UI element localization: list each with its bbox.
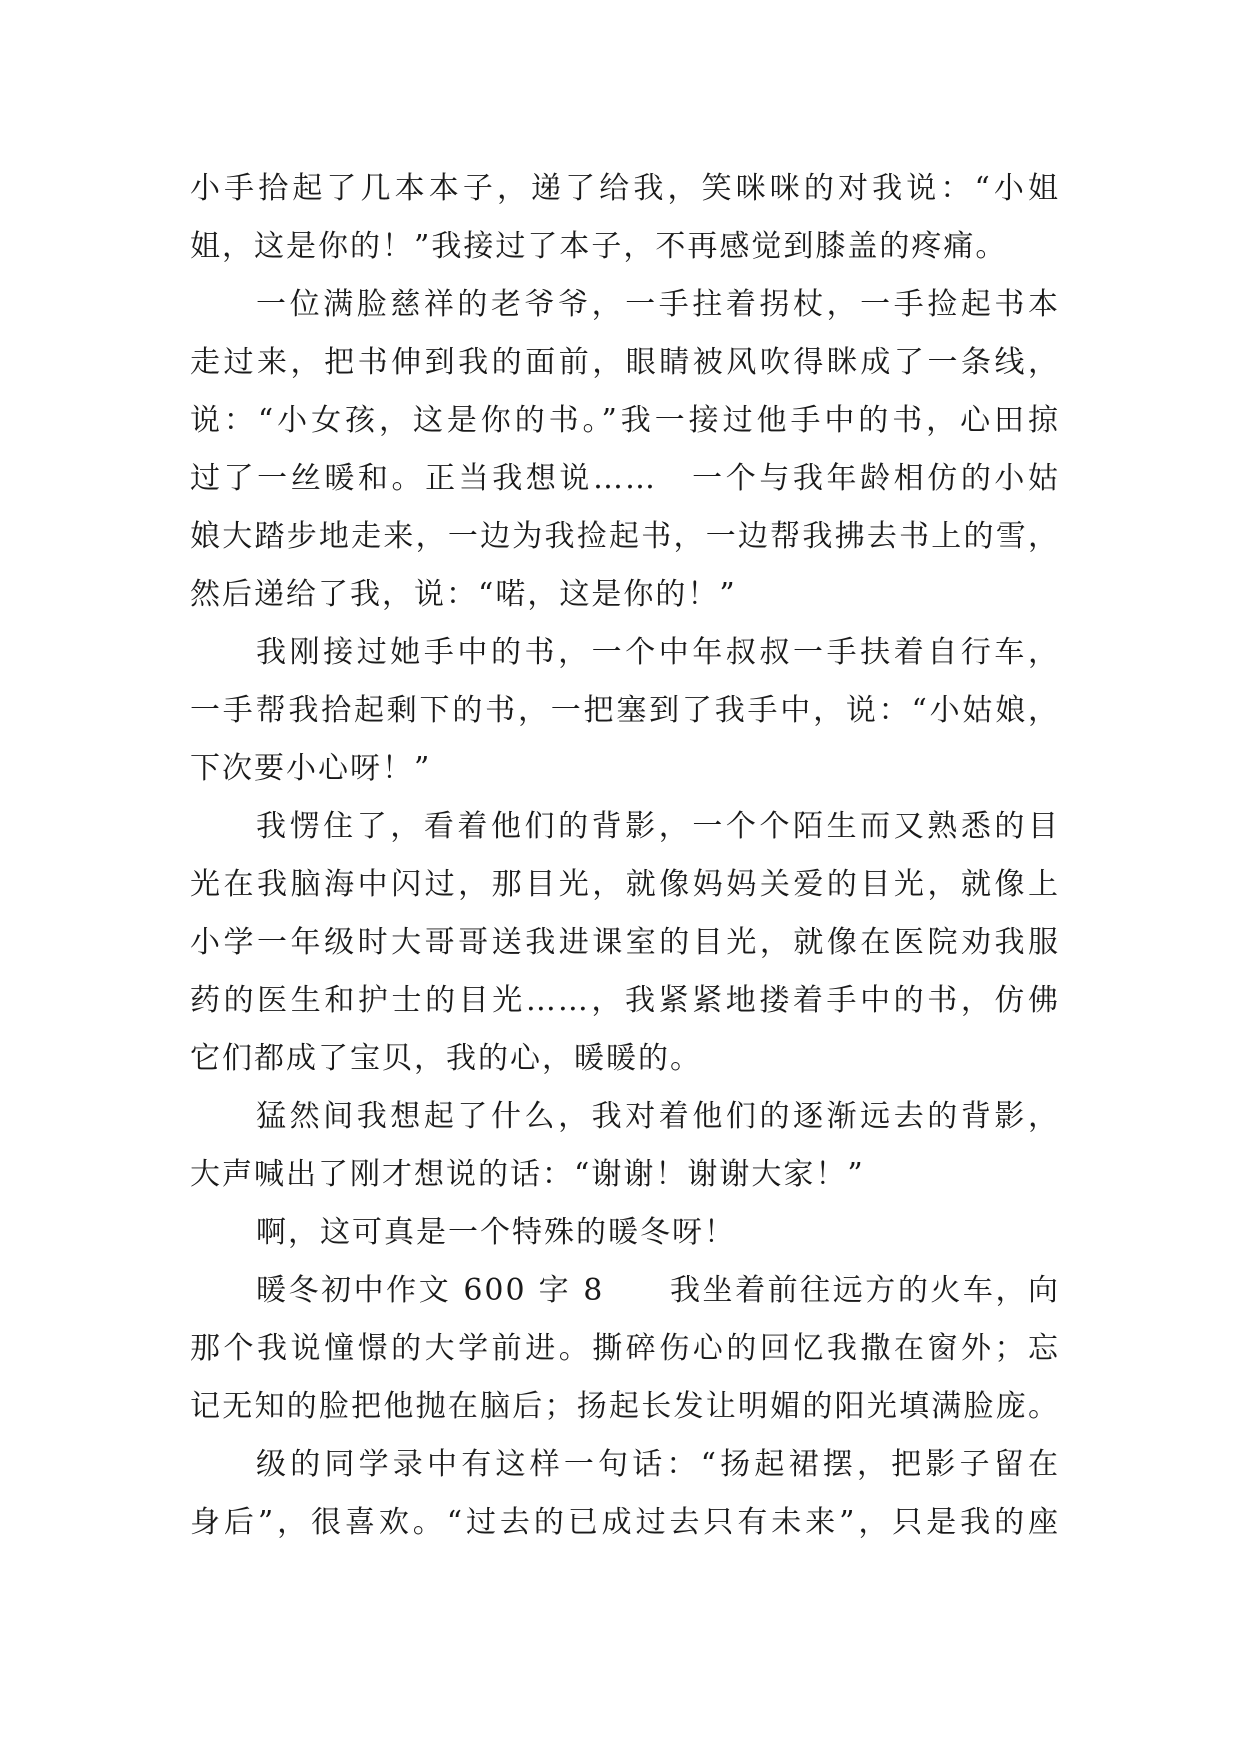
text-line: 下次要小心呀！” xyxy=(190,751,432,786)
text-line: 大声喊出了刚才想说的话：“谢谢！谢谢大家！” xyxy=(190,1157,865,1192)
text-line: 猛然间我想起了什么，我对着他们的逐渐远去的背影， xyxy=(256,1099,1060,1134)
text-line: 走过来，把书伸到我的面前，眼睛被风吹得眯成了一条线， xyxy=(190,345,1060,380)
text-line: 光在我脑海中闪过，那目光，就像妈妈关爱的目光，就像上 xyxy=(190,867,1060,902)
text-line: 一手帮我拾起剩下的书，一把塞到了我手中，说：“小姑娘， xyxy=(190,693,1060,728)
text-line: 那个我说憧憬的大学前进。撕碎伤心的回忆我撒在窗外；忘 xyxy=(190,1331,1060,1366)
text-line: 娘大踏步地走来，一边为我捡起书，一边帮我拂去书上的雪， xyxy=(190,519,1060,554)
text-line: 它们都成了宝贝，我的心，暖暖的。 xyxy=(190,1041,702,1076)
text-line: 姐，这是你的！”我接过了本子，不再感觉到膝盖的疼痛。 xyxy=(190,229,1008,264)
text-line: 说：“小女孩，这是你的书。”我一接过他手中的书，心田掠 xyxy=(190,403,1060,438)
text-line: 级的同学录中有这样一句话：“扬起裙摆，把影子留在 xyxy=(256,1447,1060,1482)
text-line: 小手拾起了几本本子，递了给我，笑咪咪的对我说：“小姐 xyxy=(190,171,1060,206)
text-line: 一位满脸慈祥的老爷爷，一手拄着拐杖，一手捡起书本 xyxy=(256,287,1060,322)
text-line: 药的医生和护士的目光……，我紧紧地搂着手中的书，仿佛 xyxy=(190,983,1060,1018)
text-line: 然后递给了我，说：“喏，这是你的！” xyxy=(190,577,737,612)
text-line: 啊，这可真是一个特殊的暖冬呀！ xyxy=(256,1215,736,1250)
text-line: 小学一年级时大哥哥送我进课室的目光，就像在医院劝我服 xyxy=(190,925,1060,960)
text-line: 身后”，很喜欢。“过去的已成过去只有未来”，只是我的座 xyxy=(190,1505,1060,1540)
text-line: 过了一丝暖和。正当我想说…… 一个与我年龄相仿的小姑 xyxy=(190,461,1060,496)
text-line: 记无知的脸把他抛在脑后；扬起长发让明媚的阳光填满脸庞。 xyxy=(190,1389,1060,1424)
document-body xyxy=(190,160,1060,1552)
text-line: 暖冬初中作文 600 字 8 我坐着前往远方的火车，向 xyxy=(256,1273,1060,1308)
text-line: 我刚接过她手中的书，一个中年叔叔一手扶着自行车， xyxy=(256,635,1060,670)
text-line: 我愣住了，看着他们的背影，一个个陌生而又熟悉的目 xyxy=(256,809,1060,844)
